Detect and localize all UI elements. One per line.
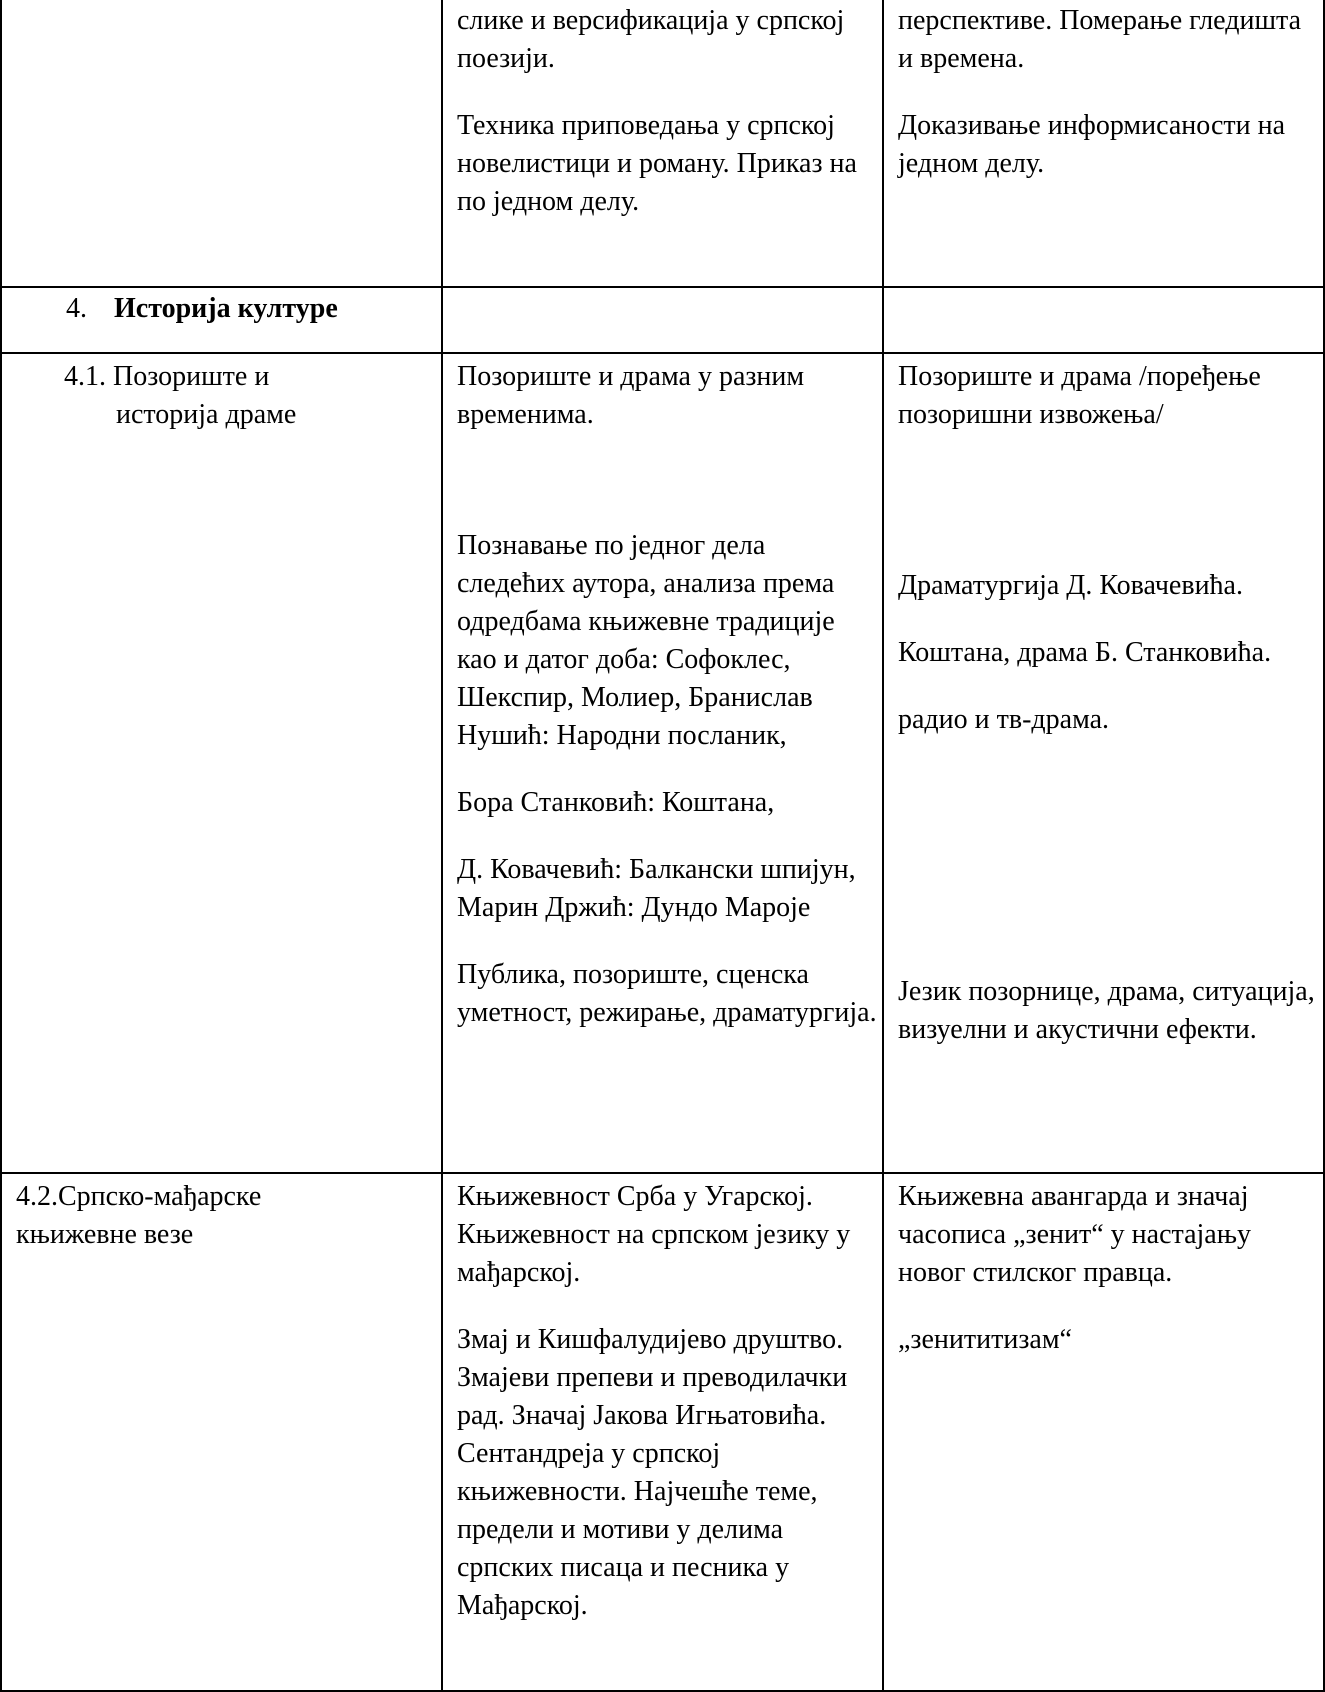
- row-divider-3: [0, 1172, 1325, 1174]
- row-4-1-col3-intro-text: Позориште и драма /поређење позоришни извожења/: [898, 361, 1261, 430]
- row-4-2-col3: [898, 1178, 1318, 1359]
- top-row-col2-para-2: Техника приповедања у српској новелистици и роману. Приказ на по једном делу.: [457, 110, 857, 217]
- row-4-2-label-text: 4.2.Српско-мађарске књижевне везе: [16, 1181, 262, 1250]
- row-4-1-col2-para-2: Бора Станковић: Коштана,: [457, 787, 775, 818]
- row-4-1-col3-language-text: Језик позорнице, драма, ситуација, визуелни и акустични ефекти.: [898, 976, 1315, 1045]
- top-row-col2-para-1: слике и версификација у српској поезији.: [457, 5, 845, 74]
- row-4-1-label: [64, 358, 434, 434]
- top-row-col3-para-2: Доказивање информисаности на једном делу.: [898, 110, 1286, 179]
- row-4-1-col3-details: [898, 567, 1318, 739]
- row-4-2-col2-para-1: Књижевност Срба у Угарској. Књижевност на српском језику у мађарској.: [457, 1181, 851, 1288]
- row-4-1-col2-para-3: Д. Ковачевић: Балкански шпијун, Марин Држић: Дундо Мароје: [457, 854, 856, 923]
- row-4-1-col3-para-3: радио и тв-драма.: [898, 704, 1110, 735]
- row-4-1-col3-para-2: Коштана, драма Б. Станковића.: [898, 637, 1272, 668]
- row-4-1-label-line2: историја драме: [116, 399, 297, 430]
- row-divider-2: [0, 352, 1325, 354]
- section-heading: [66, 290, 338, 328]
- row-4-2-col2: [457, 1178, 877, 1625]
- section-title: Историја културе: [114, 293, 338, 324]
- row-4-1-col3-intro: [898, 358, 1318, 434]
- top-row-col2: [457, 2, 877, 221]
- row-4-2-col3-para-1: Књижевна авангарда и значај часописа „зенит“ у настајању новог стилског правца.: [898, 1181, 1251, 1288]
- row-4-2-col3-para-2: „зенититизам“: [898, 1324, 1072, 1355]
- top-row-col3-para-1: перспективе. Померање гледишта и времена.: [898, 5, 1302, 74]
- top-row-col3: [898, 2, 1318, 183]
- row-divider-1: [0, 286, 1325, 288]
- row-4-1-col2-intro-text: Позориште и драма у разним временима.: [457, 361, 805, 430]
- row-4-1-col2-para-4: Публика, позориште, сценска уметност, режирање, драматургија.: [457, 959, 877, 1028]
- row-4-1-col2-intro: [457, 358, 877, 434]
- table-border-left: [0, 0, 2, 1692]
- row-4-1-col2-details: [457, 527, 877, 1032]
- column-divider-2: [882, 0, 884, 1692]
- section-number: 4.: [66, 293, 87, 324]
- row-4-1-col2-para-1: Познавање по једног дела следећих аутора, анализа према одредбама књижевне традиције као и датог доба: Софоклес, Шекспир, Молиер, Бранислав Нушић: Народни посланик,: [457, 530, 835, 751]
- row-4-2-label: [16, 1178, 346, 1254]
- row-4-1-col3-para-1: Драматургија Д. Ковачевића.: [898, 570, 1243, 601]
- row-4-1-label-line1: 4.1. Позориште и: [64, 361, 270, 392]
- row-4-2-col2-para-2: Змај и Кишфалудијево друштво. Змајеви препеви и преводилачки рад. Значај Јакова Игњатовића. Сентандреја у српској књижевности. Најчешће теме, предели и мотиви у делима српских писаца и песника у Мађарској.: [457, 1324, 848, 1621]
- row-4-1-col3-language: [898, 973, 1318, 1049]
- column-divider-1: [441, 0, 443, 1692]
